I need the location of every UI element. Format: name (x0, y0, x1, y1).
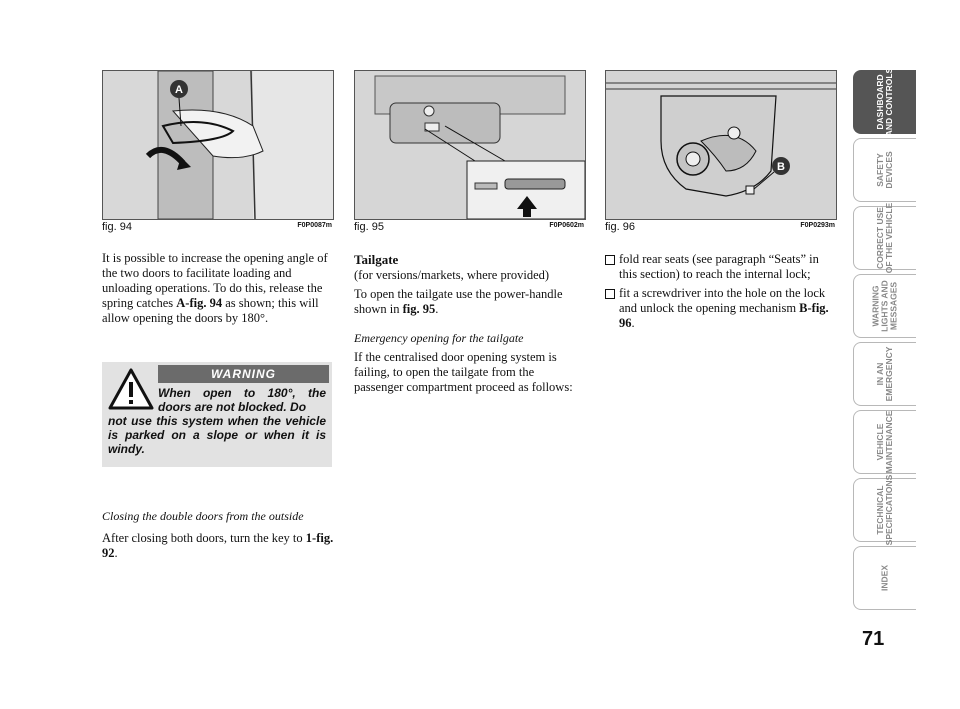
fig95-reference: fig. 95 (402, 302, 436, 316)
list-item (605, 286, 837, 331)
opening-angle-text-end: as shown; this will allow opening the doors by 180°. (102, 296, 319, 325)
figure-95-illustration (355, 71, 585, 219)
tailgate-text-end: . (435, 302, 439, 316)
procedure-list (605, 252, 837, 335)
figure-94 (102, 70, 334, 220)
warning-text-line1: When open to 180°, the doors are not blocked. Do (158, 386, 326, 414)
figure-96-code: F0P0293m (800, 222, 835, 229)
figure-96-illustration (606, 71, 836, 219)
closing-doors-text: After closing both doors, turn the key to (102, 531, 306, 545)
warning-title: WARNING (158, 365, 329, 383)
tab-in-an-emergency[interactable] (853, 342, 916, 406)
figure-94-code: F0P0087m (297, 222, 332, 229)
figure-94-label: fig. 94 (102, 221, 132, 233)
bullet-2-text-end: . (631, 316, 635, 330)
closing-doors-subheading: Closing the double doors from the outside (102, 509, 304, 523)
figure-94-illustration (103, 71, 333, 219)
fig96-reference: B-fig. 96 (619, 301, 829, 330)
list-item (605, 252, 837, 282)
closing-doors-paragraph (102, 531, 334, 561)
emergency-subheading: Emergency opening for the tailgate (354, 331, 524, 345)
tab-vehicle-maintenance[interactable] (853, 410, 916, 474)
figure-95-code: F0P0602m (549, 222, 584, 229)
tailgate-note: (for versions/markets, where provided) (354, 268, 550, 282)
callout-a: A (175, 84, 183, 96)
warning-text-rest: not use this system when the vehicle is parked on a slope or when it is windy. (108, 414, 326, 456)
bullet-2-text: fit a screwdriver into the hole on the lock and unlock the opening mechanism (619, 286, 826, 315)
tab-warning-lights[interactable] (853, 274, 916, 338)
opening-angle-paragraph (102, 251, 334, 326)
bullet-1-text: fold rear seats (see paragraph “Seats” in this section) to reach the internal lock; (619, 252, 819, 281)
tab-index[interactable] (853, 546, 916, 610)
tab-label: VEHICLE MAINTENANCE (875, 410, 894, 474)
figure-94-caption (102, 221, 332, 235)
checkbox-bullet-icon (605, 289, 615, 299)
figure-95 (354, 70, 586, 220)
tab-correct-use[interactable] (853, 202, 916, 274)
tab-safety-devices[interactable] (853, 138, 916, 202)
figure-96 (605, 70, 837, 220)
tailgate-paragraph (354, 287, 586, 317)
tab-technical-specifications[interactable] (853, 474, 916, 546)
figure-96-label: fig. 96 (605, 221, 635, 233)
figure-95-caption (354, 221, 584, 235)
tab-label: DASHBOARD AND CONTROLS (875, 67, 894, 137)
tailgate-text: To open the tailgate use the power-handle shown in (354, 287, 563, 316)
opening-angle-text: It is possible to increase the opening angle of the two doors to facilitate loading and unloading operations. To do this, release the spring catches (102, 251, 328, 310)
tailgate-heading: Tailgate (354, 252, 399, 267)
figure-95-label: fig. 95 (354, 221, 384, 233)
figure-96-caption (605, 221, 835, 235)
tab-label: CORRECT USE OF THE VEHICLE (875, 202, 894, 274)
tab-dashboard-and-controls[interactable] (853, 67, 916, 137)
tab-label: WARNING LIGHTS AND MESSAGES (870, 280, 899, 332)
fig92-reference: 1-fig. 92 (102, 531, 334, 560)
tab-label: TECHNICAL SPECIFICATIONS (875, 474, 894, 546)
warning-box (102, 362, 332, 467)
fig94-reference: A-fig. 94 (176, 296, 223, 310)
tab-label: INDEX (879, 565, 890, 591)
checkbox-bullet-icon (605, 255, 615, 265)
tab-label: SAFETY DEVICES (875, 151, 894, 189)
closing-doors-text-end: . (114, 546, 118, 560)
tab-label: IN AN EMERGENCY (875, 346, 894, 402)
callout-b: B (777, 161, 785, 173)
page-number: 71 (862, 628, 885, 650)
emergency-paragraph: If the centralised door opening system is failing, to open the tailgate from the passenger compartment proceed as follows: (354, 350, 573, 394)
warning-text (108, 386, 326, 456)
